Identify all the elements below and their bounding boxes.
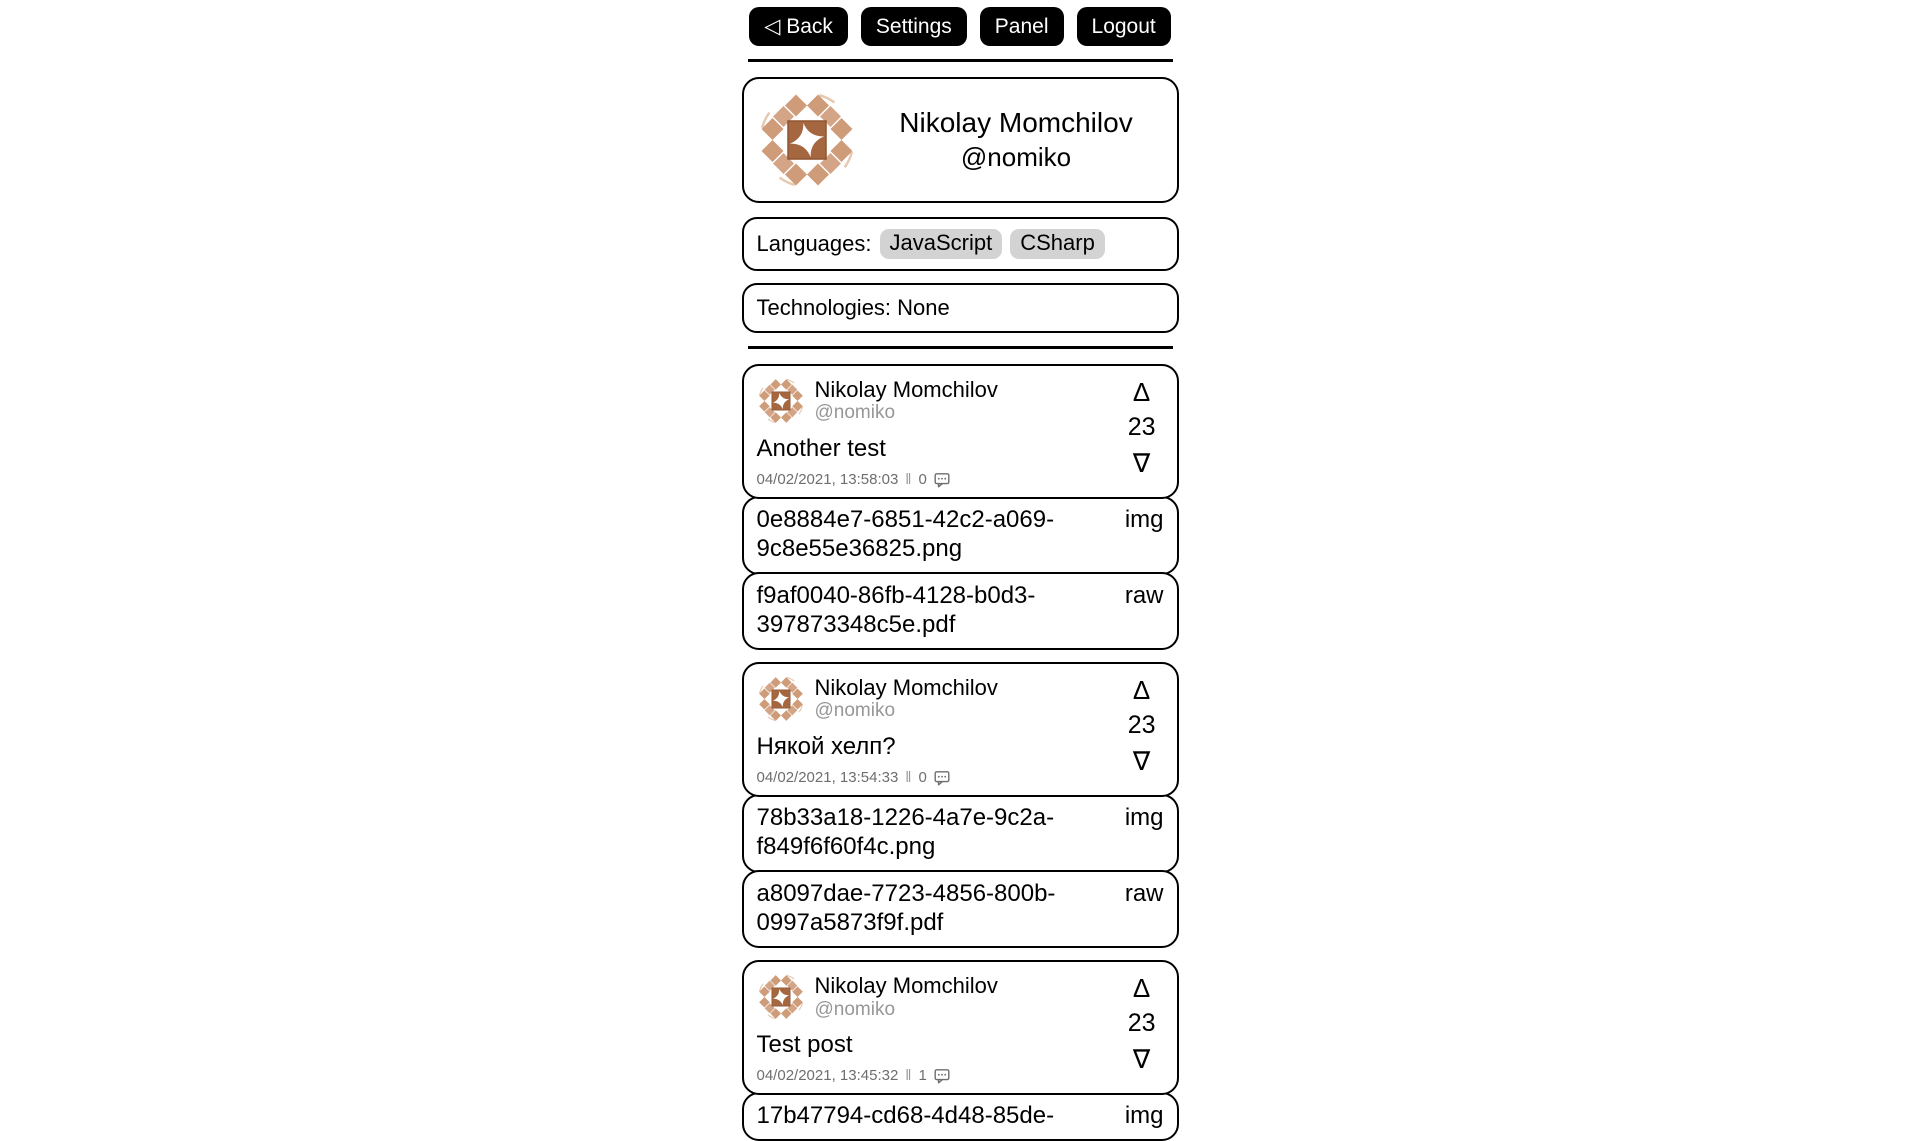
attachment-filename: a8097dae-7723-4856-800b-0997a5873f9f.pdf — [756, 879, 1056, 936]
attachment-filename: 17b47794-cd68-4d48-85de- — [756, 1102, 1055, 1130]
posts-list — [742, 364, 1179, 1141]
post-author-avatar — [757, 377, 805, 425]
meta-separator: ‖ — [905, 1067, 912, 1085]
post-card[interactable] — [742, 662, 1179, 797]
post-group — [742, 364, 1179, 650]
attachments-list — [742, 496, 1179, 650]
profile-names — [869, 105, 1164, 175]
vote-count: 23 — [1127, 1009, 1156, 1038]
attachment-row[interactable] — [742, 496, 1179, 575]
profile-avatar — [757, 90, 857, 190]
attachment-filename: f9af0040-86fb-4128-b0d3-397873348c5e.pdf — [756, 581, 1036, 638]
attachment-type: raw — [1124, 581, 1164, 609]
attachment-filename: 0e8884e7-6851-42c2-a069-9c8e55e36825.png — [756, 506, 1055, 563]
post-meta — [757, 769, 1164, 786]
post-title: Някой хелп? — [756, 733, 896, 761]
post-card[interactable] — [742, 364, 1179, 499]
post-author-name: Nikolay Momchilov — [814, 675, 998, 701]
technologies-text: Technologies: None — [756, 295, 950, 321]
post-meta — [757, 1067, 1164, 1084]
profile-username: @nomiko — [960, 142, 1072, 173]
attachment-row[interactable] — [742, 794, 1179, 873]
languages-card — [742, 217, 1179, 271]
divider — [748, 59, 1173, 62]
vote-column — [1127, 675, 1156, 777]
downvote-button[interactable]: ∇ — [1132, 746, 1151, 777]
vote-column — [1127, 377, 1156, 479]
languages-badges — [872, 229, 1105, 259]
attachment-row[interactable] — [742, 1092, 1179, 1141]
attachment-type: img — [1124, 1102, 1164, 1130]
vote-column — [1127, 973, 1156, 1075]
post-group — [742, 960, 1179, 1141]
post-title: Test post — [756, 1031, 853, 1059]
post-author — [815, 675, 998, 722]
language-badge: JavaScript — [880, 229, 1003, 259]
post-timestamp: 04/02/2021, 13:58:03 — [756, 471, 899, 489]
back-button[interactable]: ◁ Back — [749, 7, 848, 46]
post-group — [742, 662, 1179, 948]
languages-label: Languages: — [756, 231, 872, 257]
upvote-button[interactable]: Δ — [1132, 675, 1151, 706]
downvote-button[interactable]: ∇ — [1132, 448, 1151, 479]
post-author-username: @nomiko — [814, 998, 896, 1020]
comment-count: 1 — [918, 1067, 927, 1085]
post-author-username: @nomiko — [814, 700, 896, 722]
vote-count: 23 — [1127, 413, 1156, 442]
post-title: Another test — [756, 435, 886, 463]
post-author — [815, 973, 998, 1020]
attachments-list — [742, 1092, 1179, 1141]
top-nav — [742, 7, 1179, 46]
upvote-button[interactable]: Δ — [1132, 973, 1151, 1004]
attachment-type: raw — [1124, 879, 1164, 907]
attachment-row[interactable] — [742, 572, 1179, 651]
logout-button[interactable]: Logout — [1077, 7, 1171, 46]
meta-separator: ‖ — [905, 769, 912, 787]
attachment-type: img — [1124, 804, 1164, 832]
post-timestamp: 04/02/2021, 13:45:32 — [756, 1067, 899, 1085]
vote-count: 23 — [1127, 711, 1156, 740]
profile-name: Nikolay Momchilov — [899, 107, 1133, 138]
comment-icon — [934, 1068, 950, 1084]
post-author-username: @nomiko — [814, 402, 896, 424]
comment-count: 0 — [918, 471, 927, 489]
attachment-filename: 78b33a18-1226-4a7e-9c2a-f849f6f60f4c.png — [756, 804, 1055, 861]
profile-page — [742, 0, 1179, 1141]
downvote-button[interactable]: ∇ — [1132, 1044, 1151, 1075]
post-timestamp: 04/02/2021, 13:54:33 — [756, 769, 899, 787]
upvote-button[interactable]: Δ — [1132, 377, 1151, 408]
divider — [748, 346, 1173, 349]
post-author-name: Nikolay Momchilov — [814, 973, 998, 999]
post-author-name: Nikolay Momchilov — [814, 377, 998, 403]
post-card[interactable] — [742, 960, 1179, 1095]
attachment-row[interactable] — [742, 870, 1179, 949]
profile-card — [742, 77, 1179, 203]
post-author — [815, 377, 998, 424]
technologies-card — [742, 283, 1179, 333]
comment-icon — [934, 472, 950, 488]
settings-button[interactable]: Settings — [861, 7, 967, 46]
attachments-list — [742, 794, 1179, 948]
meta-separator: ‖ — [905, 471, 912, 489]
comment-icon — [934, 770, 950, 786]
post-meta — [757, 471, 1164, 488]
post-author-avatar — [757, 675, 805, 723]
language-badge: CSharp — [1010, 229, 1105, 259]
panel-button[interactable]: Panel — [980, 7, 1064, 46]
attachment-type: img — [1124, 506, 1164, 534]
comment-count: 0 — [918, 769, 927, 787]
post-author-avatar — [757, 973, 805, 1021]
